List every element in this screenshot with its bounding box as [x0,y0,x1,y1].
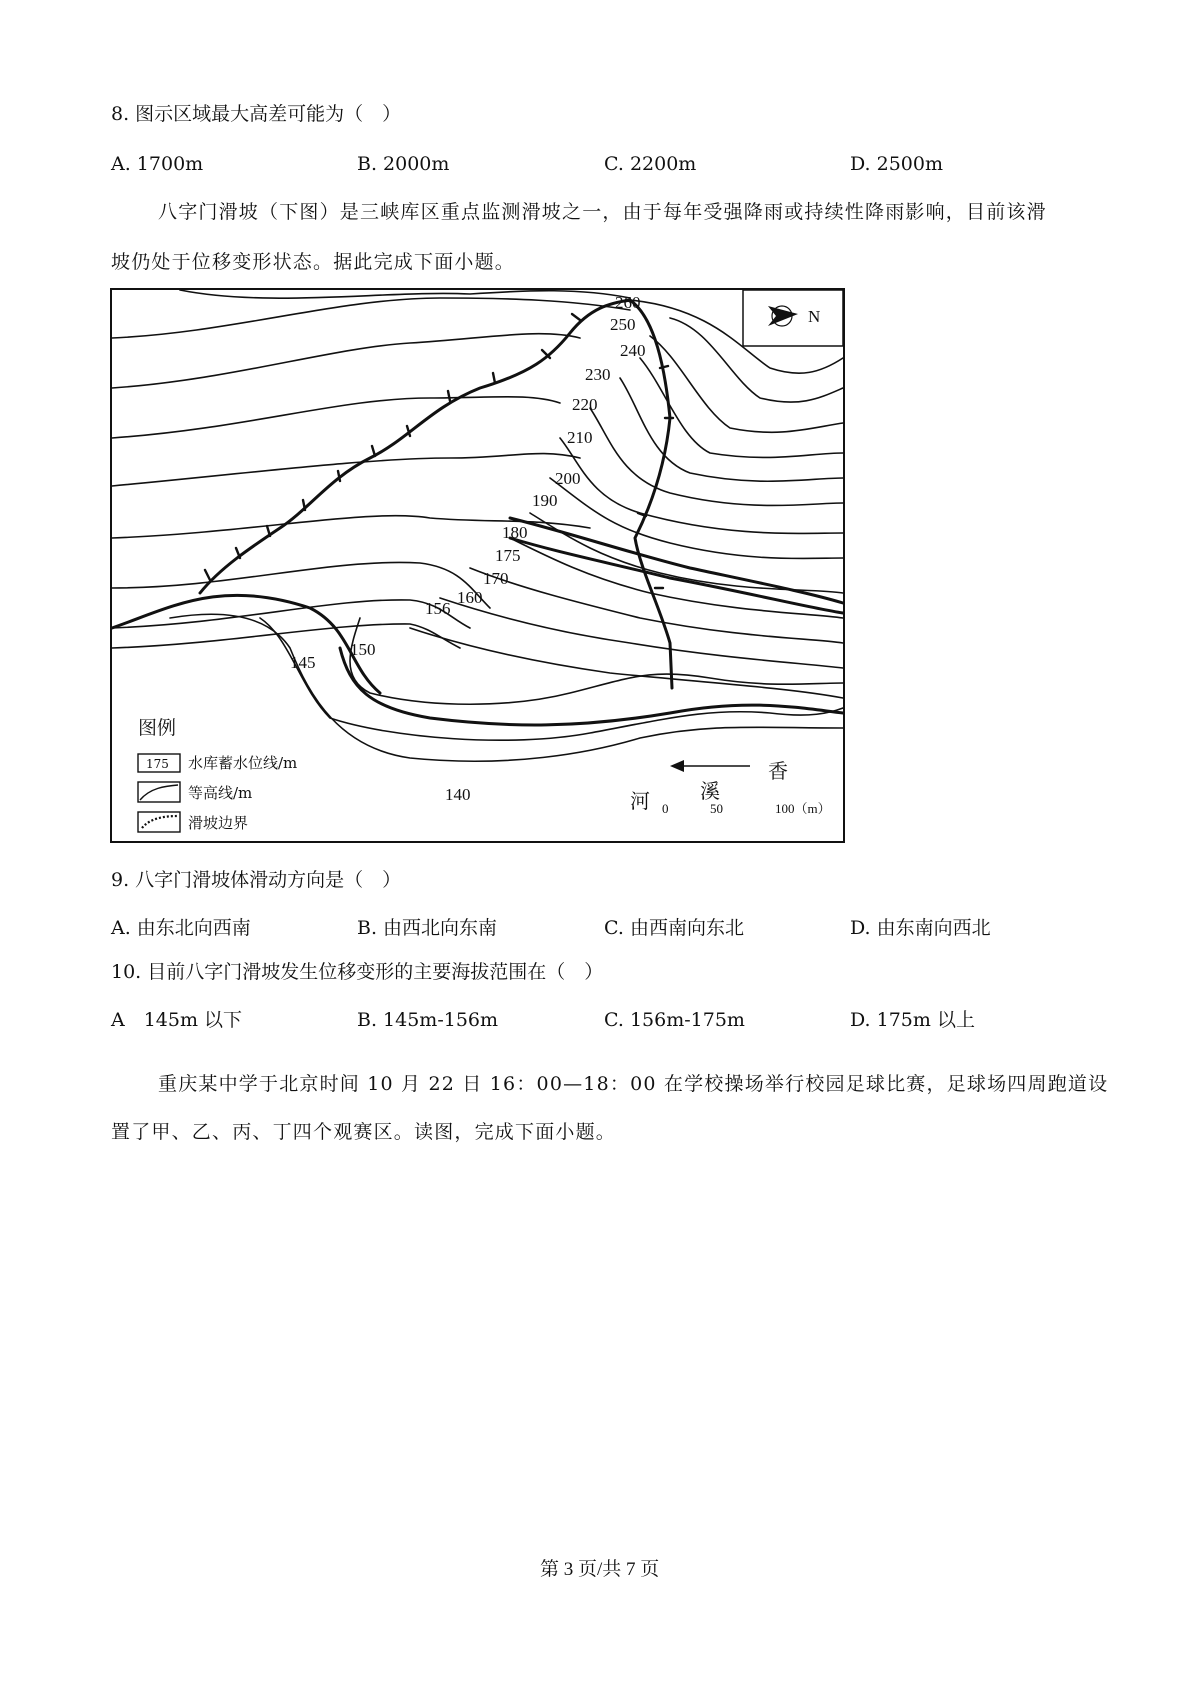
landslide-contour-map [110,288,845,843]
north-arrow [743,290,843,346]
contour-label: 190 [532,491,558,510]
scale-label-100: 100（m） [775,801,831,816]
intro1-line1: 八字门滑坡（下图）是三峡库区重点监测滑坡之一，由于每年受强降雨或持续性降雨影响，目前该滑 [158,201,1047,223]
contour-label: 170 [483,569,509,588]
contour-label: 200 [555,469,581,488]
contour-label: 150 [350,640,376,659]
legend-175-label: 175 [146,757,169,771]
contour-label: 230 [585,365,611,384]
q10-option-b: B. 145m-156m [357,1009,499,1031]
q10-option-d: D. 175m 以上 [850,1009,975,1031]
legend-item-contour: 等高线/m [188,784,253,802]
intro1-line2: 坡仍处于位移变形状态。据此完成下面小题。 [111,251,516,273]
river-char-he: 河 [630,789,650,813]
river-char-xiang: 香 [768,759,788,783]
intro2-line1: 重庆某中学于北京时间 10 月 22 日 16：00—18：00 在学校操场举行校园足球比赛，足球场四周跑道设 [158,1073,1109,1095]
contour-label: 180 [502,523,528,542]
q9-option-d: D. 由东南向西北 [850,917,991,939]
contour-label: 140 [445,785,471,804]
q9-stem: 9. 八字门滑坡体滑动方向是（ ） [111,869,402,891]
q10-option-c: C. 156m-175m [604,1009,745,1031]
legend-item-reservoir: 水库蓄水位线/m [188,754,298,772]
contour-label: 156 [425,599,451,618]
q9-option-b: B. 由西北向东南 [357,917,498,939]
page-number: 第 3 页/共 7 页 [540,1559,660,1580]
q10-option-a: A 145m 以下 [111,1009,243,1031]
north-label: N [808,307,821,326]
contour-label: 175 [495,546,521,565]
q10-stem: 10. 目前八字门滑坡发生位移变形的主要海拔范围在（ ） [111,961,604,983]
river-char-xi: 溪 [700,779,720,803]
q8-option-c: C. 2200m [604,153,697,175]
contour-label: 240 [620,341,646,360]
q8-option-b: B. 2000m [357,153,450,175]
scale-label-0: 0 [662,801,669,816]
contour-label: 145 [290,653,316,672]
scale-label-50: 50 [710,801,723,816]
q9-option-c: C. 由西南向东北 [604,917,744,939]
q9-option-a: A. 由东北向西南 [111,917,251,939]
legend-title: 图例 [138,717,177,739]
intro2-line2: 置了甲、乙、丙、丁四个观赛区。读图，完成下面小题。 [111,1121,617,1143]
contour-label: 250 [610,315,636,334]
legend-item-landslide: 滑坡边界 [188,814,249,832]
contour-label: 220 [572,395,598,414]
contour-label: 210 [567,428,593,447]
q8-option-d: D. 2500m [850,153,944,175]
q8-option-a: A. 1700m [111,153,204,175]
contour-label: 260 [615,293,641,312]
q8-stem: 8. 图示区域最大高差可能为（ ） [111,103,402,125]
contour-label: 160 [457,588,483,607]
